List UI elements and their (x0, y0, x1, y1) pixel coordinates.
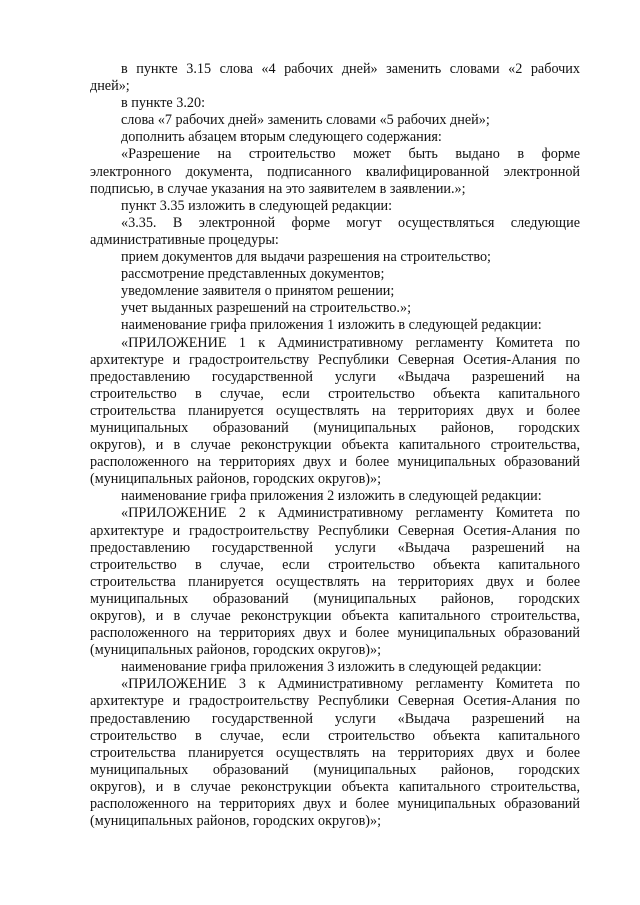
document-line: муниципальных образований (муниципальных районов, городских (90, 761, 580, 778)
document-line: муниципальных образований (муниципальных районов, городских (90, 590, 580, 607)
document-line: расположенного на территориях двух и более муниципальных образований (90, 454, 580, 471)
document-line: электронного документа, подписанного квалифицированной электронной (90, 163, 580, 180)
document-line: учет выданных разрешений на строительство.»; (121, 300, 412, 317)
document-line: наименование грифа приложения 1 изложить в следующей редакции: (121, 317, 542, 334)
document-line: «ПРИЛОЖЕНИЕ 1 к Административному регламенту Комитета по (121, 334, 580, 351)
document-line: расположенного на территориях двух и более муниципальных образований (90, 625, 580, 642)
document-line: округов), и в случае реконструкции объекта капитального строительства, (90, 608, 580, 624)
document-line: в пункте 3.15 слова «4 рабочих дней» заменить словами «2 рабочих (121, 61, 580, 77)
document-line: архитектуре и градостроительству Республики Северная Осетия-Алания по (90, 522, 580, 539)
document-line: пункт 3.35 изложить в следующей редакции: (121, 197, 393, 214)
document-line: строительства планируется осуществлять на территориях двух и более (90, 402, 580, 419)
document-line: округов), и в случае реконструкции объекта капитального строительства, (90, 778, 580, 795)
document-line: «ПРИЛОЖЕНИЕ 3 к Административному регламенту Комитета по (121, 676, 580, 693)
document-line: административные процедуры: (90, 231, 279, 248)
document-line: уведомление заявителя о принятом решении; (121, 283, 395, 300)
document-line: строительство в случае, если строительство объекта капитального (90, 556, 580, 573)
document-line: (муниципальных районов, городских округов)»; (90, 471, 382, 488)
document-line: дополнить абзацем вторым следующего содержания: (121, 129, 442, 146)
document-line: наименование грифа приложения 2 изложить в следующей редакции: (121, 488, 542, 505)
document-line: «3.35. В электронной форме могут осуществляться следующие (121, 214, 580, 231)
document-line: прием документов для выдачи разрешения на строительство; (121, 249, 491, 266)
document-line: предоставлению государственной услуги «Выдача разрешений на (90, 368, 580, 385)
document-line: строительство в случае, если строительство объекта капитального (90, 727, 580, 744)
document-body (90, 61, 580, 830)
document-line: в пункте 3.20: (121, 95, 206, 112)
document-line: строительства планируется осуществлять на территориях двух и более (90, 744, 580, 761)
document-line: «Разрешение на строительство может быть выдано в форме (121, 146, 580, 163)
document-line: подписью, в случае указания на это заявителем в заявлении.»; (90, 180, 466, 197)
document-line: строительство в случае, если строительство объекта капитального (90, 385, 580, 402)
document-line: «ПРИЛОЖЕНИЕ 2 к Административному регламенту Комитета по (121, 505, 580, 522)
document-line: (муниципальных районов, городских округов)»; (90, 642, 382, 659)
document-line: (муниципальных районов, городских округов)»; (90, 813, 382, 830)
document-line: муниципальных образований (муниципальных районов, городских (90, 419, 580, 436)
document-line: архитектуре и градостроительству Республики Северная Осетия-Алания по (90, 351, 580, 368)
document-line: расположенного на территориях двух и более муниципальных образований (90, 796, 580, 813)
document-line: наименование грифа приложения 3 изложить в следующей редакции: (121, 659, 542, 676)
document-line: строительства планируется осуществлять на территориях двух и более (90, 573, 580, 590)
document-line: рассмотрение представленных документов; (121, 266, 385, 283)
document-line: дней»; (90, 78, 130, 95)
document-line: архитектуре и градостроительству Республики Северная Осетия-Алания по (90, 693, 580, 710)
document-line: слова «7 рабочих дней» заменить словами «5 рабочих дней»; (121, 112, 490, 129)
document-line: предоставлению государственной услуги «Выдача разрешений на (90, 539, 580, 556)
document-line: предоставлению государственной услуги «Выдача разрешений на (90, 710, 580, 727)
document-line: округов), и в случае реконструкции объекта капитального строительства, (90, 437, 580, 454)
